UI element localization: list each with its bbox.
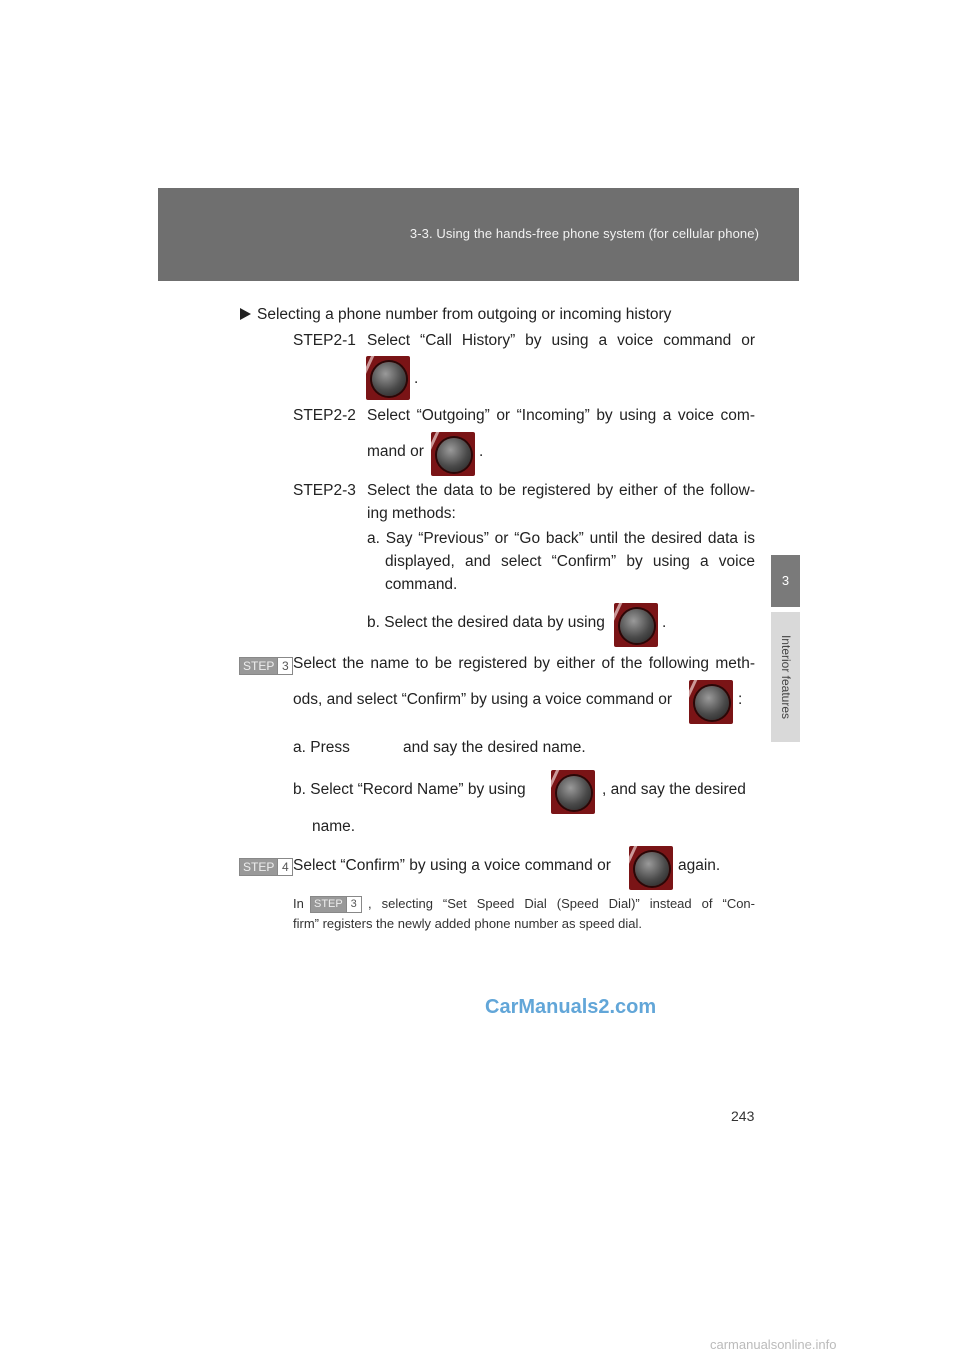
step3-text: Select the name to be registered by either of the following meth- [293,655,755,672]
step2-3-option-b: b. Select the desired data by using [367,614,605,631]
chapter-tab-label: Interior features [771,612,800,742]
step2-2-cont: mand or [367,443,424,460]
step4-badge: STEP 4 [239,858,293,876]
step3-option-a-text: and say the desired name. [403,739,586,756]
step2-1-label: STEP2-1 [293,332,356,349]
period: . [414,370,419,387]
tune-file-knob-icon [366,356,410,400]
step2-3-option-a-line1: a. Say “Previous” or “Go back” until the desired data is [367,530,755,547]
section-heading: Selecting a phone number from outgoing or incoming history [240,304,671,326]
step4-again: again. [678,857,721,874]
watermark: CarManuals2.com [485,996,657,1018]
step2-2-label: STEP2-2 [293,407,356,424]
step3-option-a-press: a. Press [293,739,350,756]
note-prefix: In [293,896,304,911]
tune-file-knob-icon [689,680,733,724]
header-title: 3-3. Using the hands-free phone system (for cellular phone) [409,226,759,241]
step2-2-text: Select “Outgoing” or “Incoming” by using a voice com- [367,407,755,424]
step2-3-cont: ing methods: [367,505,456,522]
step3-option-b-text: b. Select “Record Name” by using [293,781,526,798]
step3-badge: STEP 3 [239,657,293,675]
page-number: 243 [731,1108,755,1124]
note-step-badge: STEP 3 [310,896,362,913]
tune-file-knob-icon [551,770,595,814]
triangle-bullet-icon [240,308,251,320]
tune-file-knob-icon [431,432,475,476]
chapter-tab-number: 3 [771,555,800,607]
step3-option-b-name: name. [312,818,356,835]
step4-text: Select “Confirm” by using a voice command or [293,857,611,874]
period: . [479,443,484,460]
footer-watermark: carmanualsonline.info [710,1337,837,1352]
step2-1-text: Select “Call History” by using a voice command or [367,332,755,349]
step2-3-option-a-line2: displayed, and select “Confirm” by using a voice [385,553,755,570]
period: . [662,614,667,631]
tune-file-knob-icon [614,603,658,647]
tune-file-knob-icon [629,846,673,890]
step2-3-option-a-line3: command. [385,576,458,593]
step2-3-text: Select the data to be registered by either of the follow- [367,482,755,499]
step2-3-label: STEP2-3 [293,482,356,499]
colon: : [738,691,743,708]
chapter-header [158,188,799,281]
note-text-line2: firm” registers the newly added phone number as speed dial. [293,916,643,931]
note-text-line1: , selecting “Set Speed Dial (Speed Dial)” instead of “Con- [368,896,755,911]
step3-cont: ods, and select “Confirm” by using a voice command or [293,691,673,708]
step3-option-b-cont: , and say the desired [602,781,746,798]
